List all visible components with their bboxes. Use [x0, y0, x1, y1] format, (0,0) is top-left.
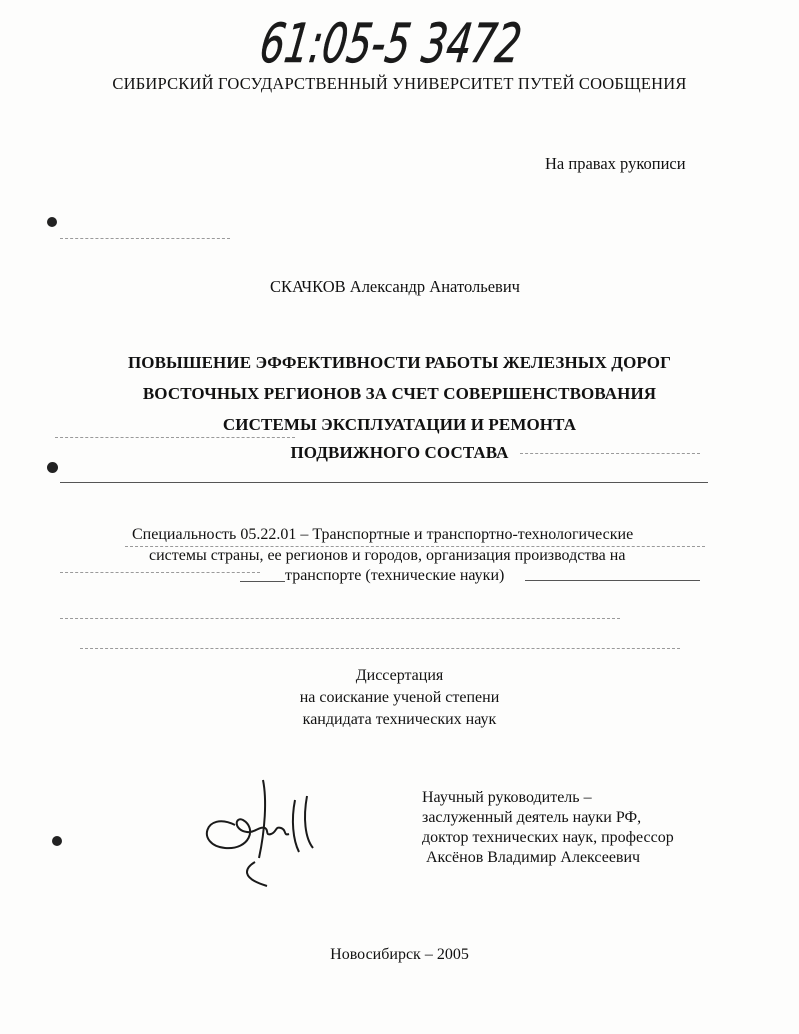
scan-noise-line	[520, 453, 700, 455]
scan-noise-line	[60, 238, 230, 240]
thesis-title-line-4: ПОДВИЖНОГО СОСТАВА	[290, 443, 509, 462]
scan-noise-line	[55, 437, 295, 439]
specialty-line-3: транспорте (технические науки)	[285, 567, 505, 584]
scan-noise-line	[80, 648, 680, 650]
advisor-signature	[195, 770, 320, 890]
thesis-title-line-1: ПОВЫШЕНИЕ ЭФФЕКТИВНОСТИ РАБОТЫ ЖЕЛЕЗНЫХ ДОРОГ	[127, 353, 672, 372]
punch-hole-mark	[47, 217, 57, 227]
specialty-line-1: Специальность 05.22.01 – Транспортные и транспортно-технологические	[132, 526, 634, 543]
advisor-line-2: заслуженный деятель науки РФ,	[422, 809, 642, 826]
university-name: СИБИРСКИЙ ГОСУДАРСТВЕННЫЙ УНИВЕРСИТЕТ ПУТЕЙ СООБЩЕНИЯ	[112, 74, 687, 93]
dissertation-line-2: на соискание ученой степени	[299, 689, 500, 706]
punch-hole-mark	[52, 836, 62, 846]
scan-noise-line	[60, 572, 260, 574]
scan-noise-line	[60, 618, 620, 620]
handwritten-archive-code	[256, 6, 630, 76]
city-year: Новосибирск – 2005	[330, 946, 469, 963]
advisor-line-1: Научный руководитель –	[422, 789, 592, 806]
thesis-title-line-3: СИСТЕМЫ ЭКСПЛУАТАЦИИ И РЕМОНТА	[222, 415, 577, 434]
author-name: СКАЧКОВ Александр Анатольевич	[270, 277, 520, 296]
punch-hole-mark	[47, 462, 58, 473]
scan-noise-line	[125, 546, 705, 548]
dissertation-line-1: Диссертация	[355, 667, 444, 684]
divider-line	[240, 581, 285, 582]
dissertation-line-3: кандидата технических наук	[302, 711, 497, 728]
handwritten-code-text: 61:05-5 3472	[256, 12, 630, 75]
thesis-title-line-2: ВОСТОЧНЫХ РЕГИОНОВ ЗА СЧЕТ СОВЕРШЕНСТВОВАНИЯ	[142, 384, 657, 403]
specialty-line-2: системы страны, ее регионов и городов, организация производства на	[149, 547, 626, 564]
divider-line	[525, 580, 700, 581]
advisor-line-3: доктор технических наук, профессор	[422, 829, 674, 846]
rights-notice: На правах рукописи	[545, 154, 686, 173]
divider-line	[60, 482, 708, 483]
advisor-line-4: Аксёнов Владимир Алексеевич	[426, 849, 641, 866]
